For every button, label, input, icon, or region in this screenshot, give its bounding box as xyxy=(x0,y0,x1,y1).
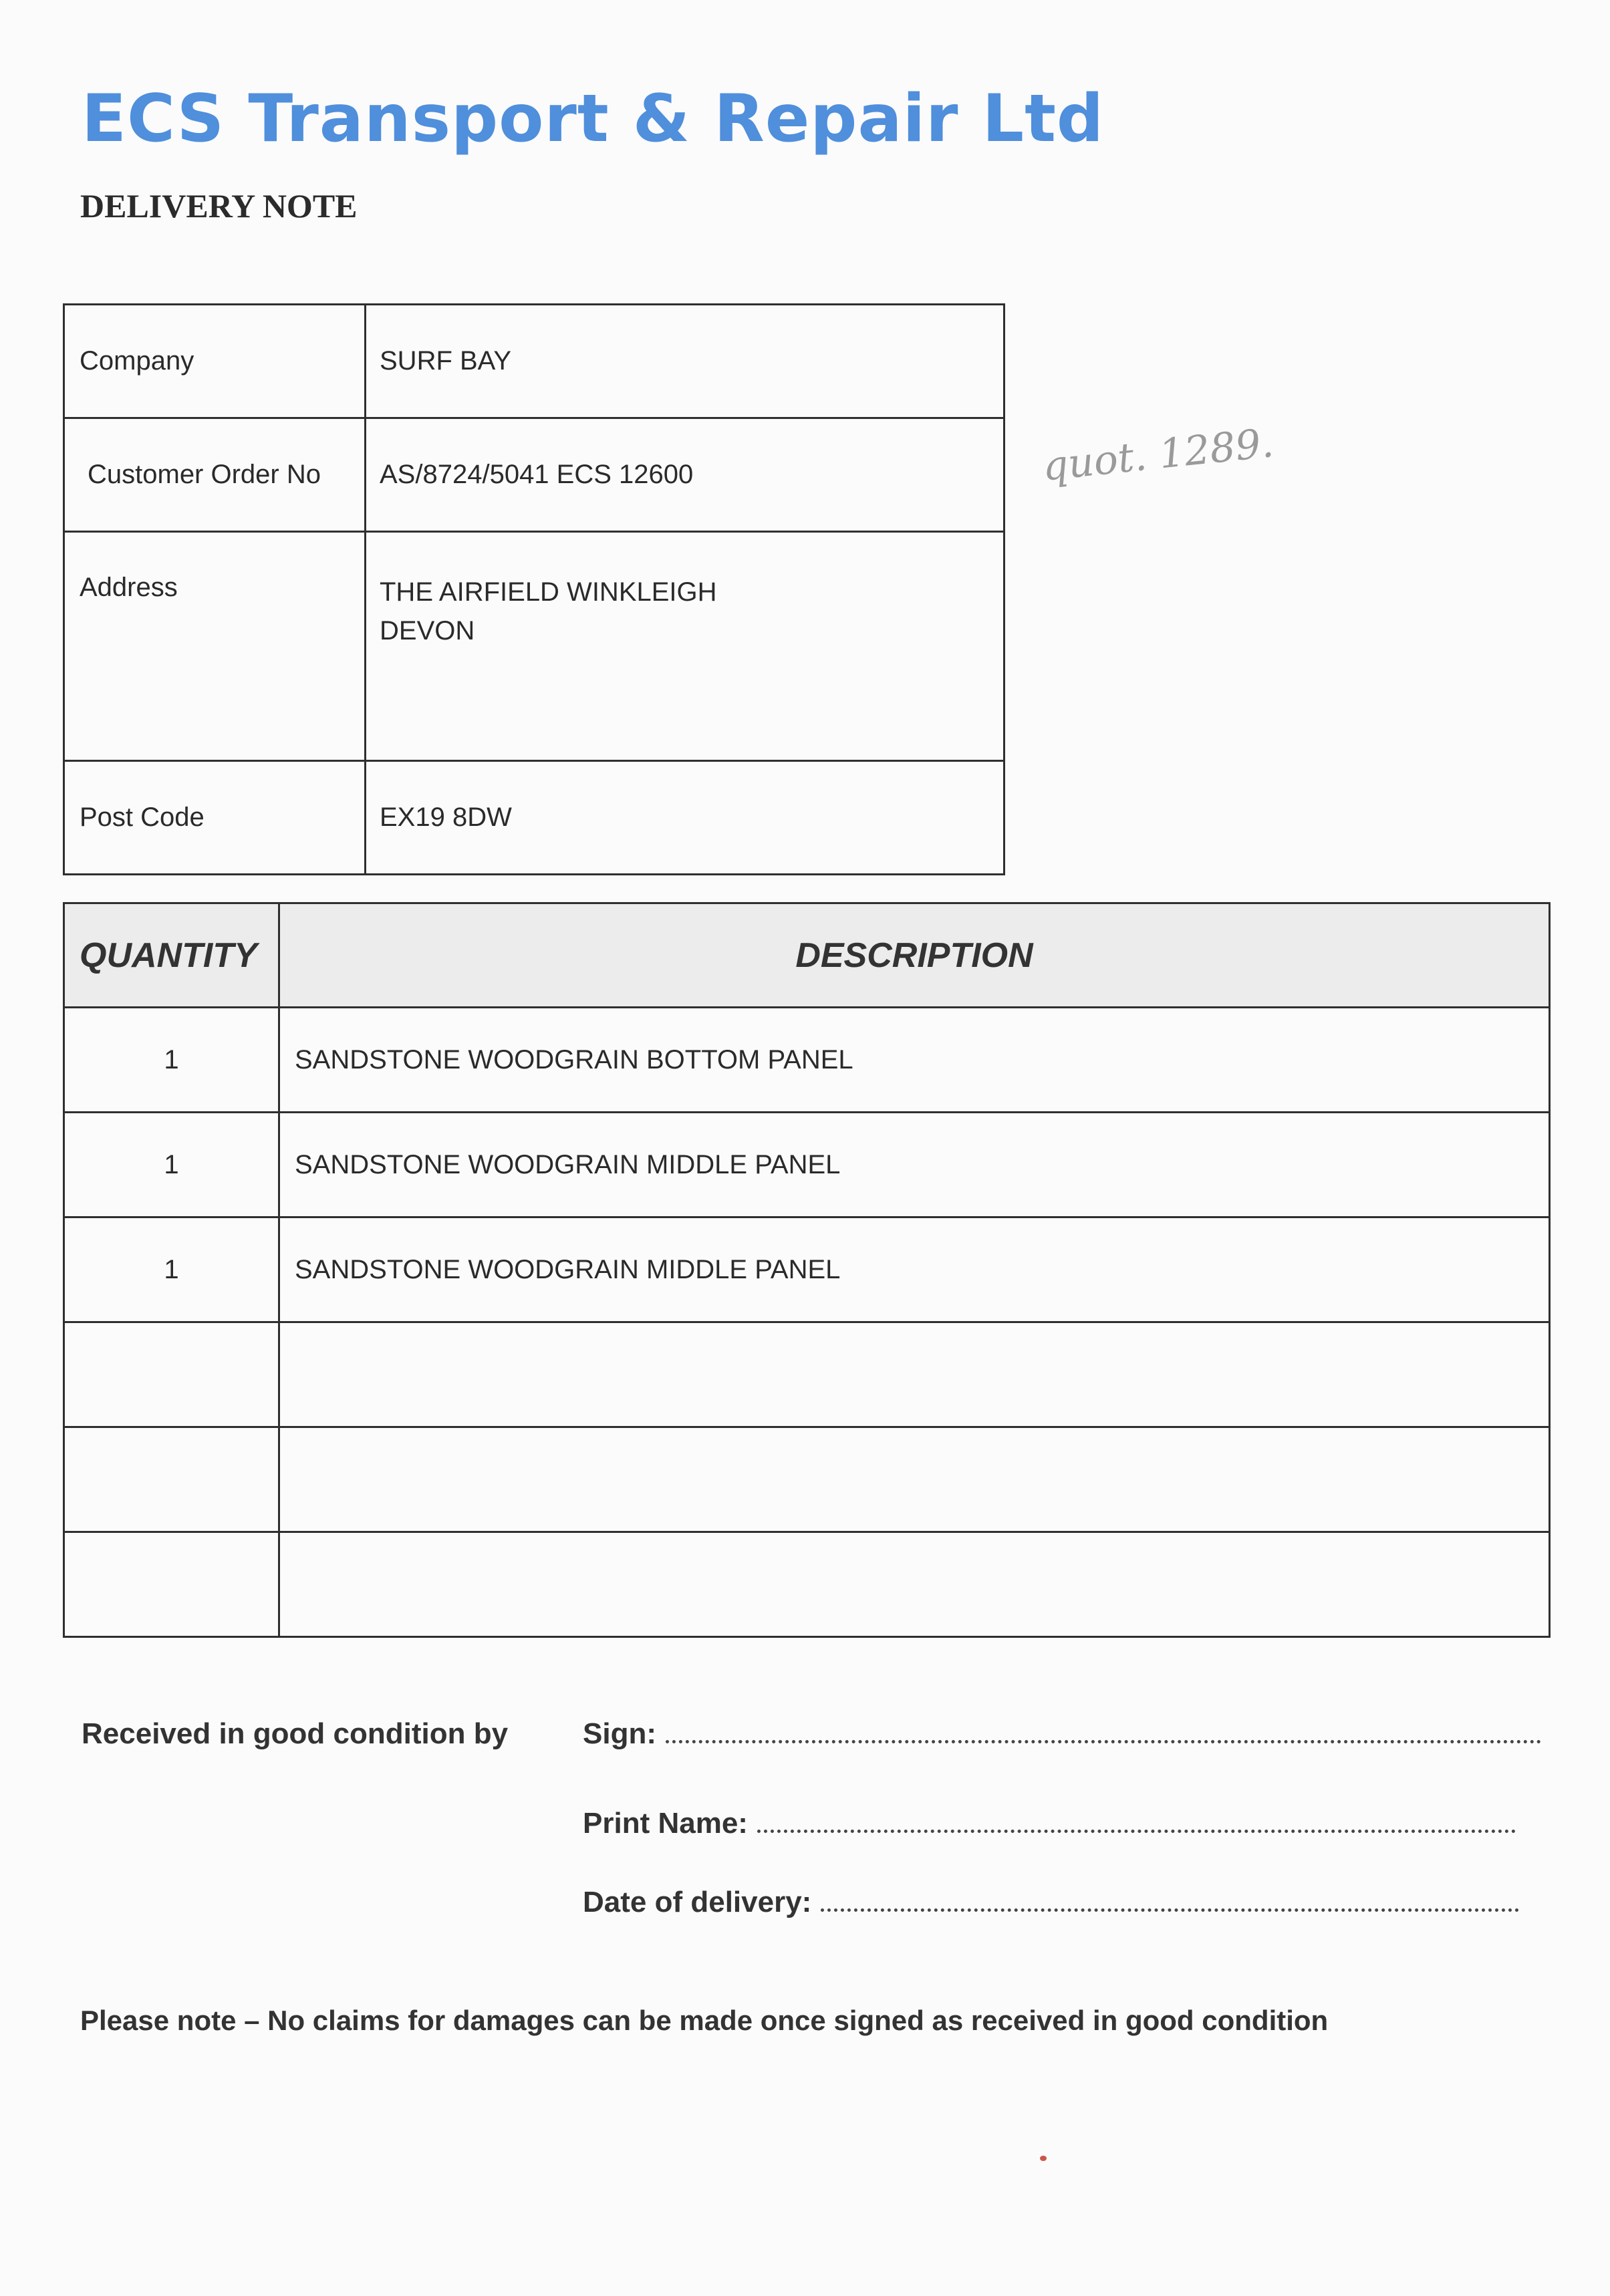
quantity-cell xyxy=(64,1532,279,1637)
description-cell: SANDSTONE WOODGRAIN BOTTOM PANEL xyxy=(279,1008,1550,1113)
footer-note: Please note – No claims for damages can be made once signed as received in good condition xyxy=(80,2005,1329,2036)
sign-label: Sign: xyxy=(583,1717,656,1750)
table-row xyxy=(64,1008,1550,1113)
address-line-1: THE AIRFIELD WINKLEIGH xyxy=(380,577,717,607)
sign-field[interactable] xyxy=(666,1740,1541,1743)
quantity-cell: 1 xyxy=(64,1113,279,1217)
description-cell xyxy=(279,1322,1550,1427)
description-cell xyxy=(279,1427,1550,1532)
postcode-label: Post Code xyxy=(64,761,366,875)
table-row xyxy=(64,1322,1550,1427)
document-title: DELIVERY NOTE xyxy=(80,187,358,225)
company-label: Company xyxy=(64,305,366,418)
order-label: Customer Order No xyxy=(64,418,366,532)
quantity-cell: 1 xyxy=(64,1217,279,1322)
quantity-cell xyxy=(64,1427,279,1532)
received-label: Received in good condition by xyxy=(82,1717,509,1750)
print-name-line xyxy=(583,1807,1516,1840)
table-row xyxy=(64,1427,1550,1532)
company-value: SURF BAY xyxy=(366,305,1004,418)
items-header-row xyxy=(64,903,1550,1008)
quantity-cell: 1 xyxy=(64,1008,279,1113)
description-cell: SANDSTONE WOODGRAIN MIDDLE PANEL xyxy=(279,1113,1550,1217)
description-cell xyxy=(279,1532,1550,1637)
company-title: ECS Transport & Repair Ltd xyxy=(82,81,1105,157)
description-cell: SANDSTONE WOODGRAIN MIDDLE PANEL xyxy=(279,1217,1550,1322)
order-value: AS/8724/5041 ECS 12600 xyxy=(366,418,1004,532)
items-table xyxy=(63,902,1551,1638)
address-line-2: DEVON xyxy=(380,616,475,645)
print-name-label: Print Name: xyxy=(583,1807,748,1840)
quantity-cell xyxy=(64,1322,279,1427)
company-row xyxy=(64,305,1004,418)
table-row xyxy=(64,1113,1550,1217)
postcode-row xyxy=(64,761,1004,875)
order-row xyxy=(64,418,1004,532)
postcode-value: EX19 8DW xyxy=(366,761,1004,875)
print-name-field[interactable] xyxy=(757,1830,1516,1833)
address-row xyxy=(64,532,1004,761)
date-label: Date of delivery: xyxy=(583,1886,812,1918)
date-field[interactable] xyxy=(821,1908,1519,1912)
table-row xyxy=(64,1217,1550,1322)
ink-speck xyxy=(1040,2156,1047,2161)
address-label: Address xyxy=(64,532,366,761)
customer-info-table xyxy=(63,303,1005,875)
description-header: DESCRIPTION xyxy=(279,903,1550,1008)
date-line xyxy=(583,1886,1519,1919)
handwritten-quote-note: quot. 1289. xyxy=(1040,419,1276,490)
table-row xyxy=(64,1532,1550,1637)
address-value xyxy=(366,532,1004,761)
sign-line xyxy=(583,1717,1541,1751)
quantity-header: QUANTITY xyxy=(64,903,279,1008)
